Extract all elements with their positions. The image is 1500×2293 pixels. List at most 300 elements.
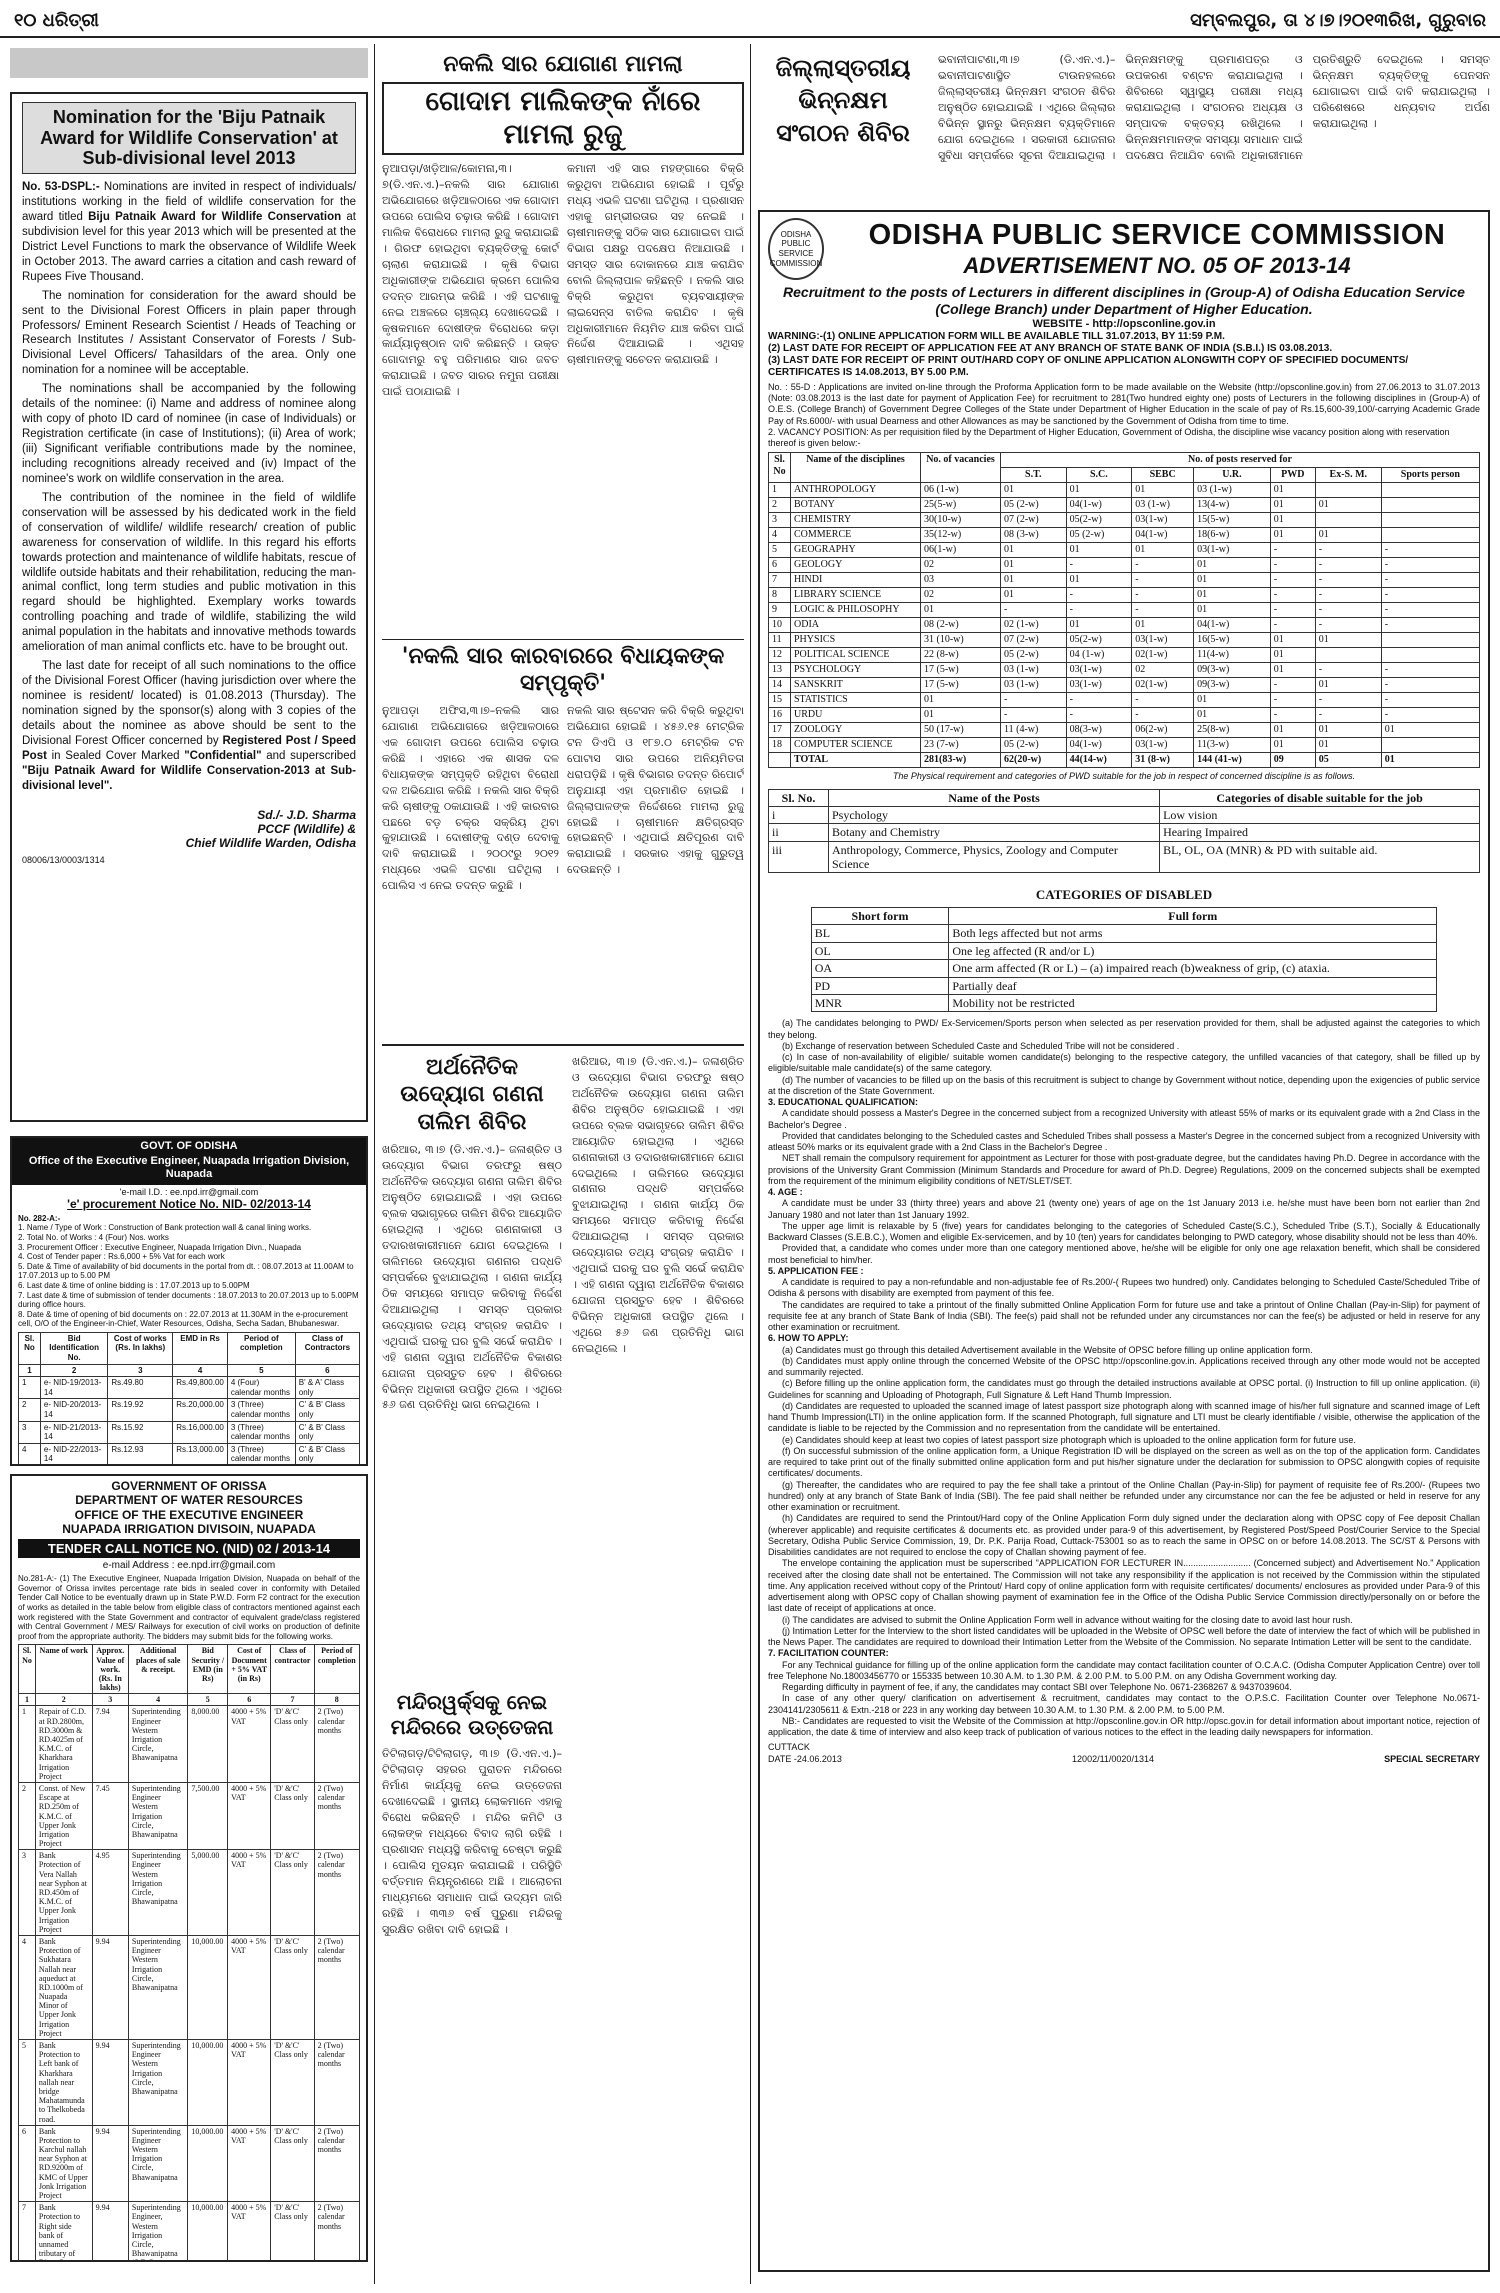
table-cell: 5 [19,2040,36,2126]
table-cell: 11(4-w) [1194,648,1271,663]
table-cell: 7 [769,573,791,588]
eproc-item: 2. Total No. of Works : 4 (Four) Nos. works [18,1232,169,1242]
table-cell: Rs.20,000.00 [173,1399,228,1421]
opsc-section-heading: 6. HOW TO APPLY: [768,1333,849,1344]
table-cell: 4 (Four) calendar months [227,1377,295,1399]
table-cell: 9.94 [92,2125,128,2202]
opsc-section-text: The envelope containing the application must be superscribed "APPLICATION FOR LECTURER IN........................... (Concerned subject) and Advertisement No." Application received after the closing date shall not be entertained. The Commission will not take any responsibility if the application is not received by the Commission within the stipulated time. Any application received without copy of the Printout/ Hard copy of online application form with requisite certificates/ documents/ enclosures as provided under Para-9 of this advertisement along with OPSC copy of Challan showing payment of examination fee in the Office of the Odisha Public Service Commission directly/personally on or before the last date of receipt of applications at once. [768,1558,1480,1614]
tender-table [18,1644,360,2262]
tender-col-number: 4 [128,1694,188,1706]
eproc-items [18,1223,360,1329]
opsc-date: DATE -24.06.2013 [768,1753,842,1764]
table-cell: 30(10-w) [921,513,1001,528]
table-cell [1381,528,1479,543]
table-cell: - [1270,603,1315,618]
eproc-col-number: 2 [40,1364,107,1377]
opsc-section-text: A candidate must be under 33 (thirty three) years and above 21 (twenty one) years of age on the 1st January 2013 i.e. he/she must have been born not earlier than 2nd January 1980 and not later than 1st January 1992. [768,1198,1480,1220]
eproc-item: 8. Date & time of opening of bid documents on : 22.07.2013 at 11.30AM in the e-procurement cell, O/O of the Engineer-in-Chief, Water Resources, Odisha, Secha Sadan, Bhubaneswar. [18,1309,348,1329]
opsc-sections [768,1018,1480,1738]
table-cell: 4000 + 5% VAT [228,2040,271,2126]
eproc-govt: GOVT. OF ODISHA [12,1138,366,1155]
table-cell: - [1315,573,1381,588]
table-cell: - [1132,588,1194,603]
table-cell [1381,483,1479,498]
table-cell: LOGIC & PHILOSOPHY [791,603,921,618]
page-date: ସମ୍ବଲପୁର, ତା ୪।୭।୨୦୧୩ରିଖ, ଗୁରୁବାର [1190,10,1486,31]
table-cell: Mobility not be restricted [949,995,1437,1012]
cat-col-sl: Sl. No. [769,789,829,806]
table-cell: 7.94 [92,1706,128,1783]
table-cell: 01 [921,708,1001,723]
table-cell: 01 [1270,528,1315,543]
col-slno: Sl. No [769,453,791,483]
table-cell: 4000 + 5% VAT [228,1935,271,2039]
table-cell: Partially deaf [949,977,1437,994]
table-cell: 01 [1315,738,1381,753]
cat-col-post: Name of the Posts [829,789,1160,806]
table-row [19,1377,360,1399]
opsc-section-text: Provided that candidates belonging to the Scheduled castes and Scheduled Tribes shall possess a Master's Degree in the concerned subject from a recognized University with atleast 50% marks or its equivalent grade with a 2nd Class in the Bachelor's Degree . [768,1130,1480,1153]
table-cell: 01 [1315,678,1381,693]
table-row [19,1399,360,1421]
table-cell: 01 [1315,498,1381,513]
opsc-intro: No. : 55-D : Applications are invited on-line through the Proforma Application form to be made available on the Website (http://opsconline.gov.in) from 27.06.2013 to 31.07.2013 (Note: 03.08.2013 is the last date for payment of Application Fee) for recruitment to 281(Two hundred eighty one) posts of Lecturers in the following disciplines in (Group-A) of O.E.S. (College Branch) of Government Degree Colleges of the State under Department of Higher Education in the scale of pay of Rs.15,600-39,100/-carrying Academic Grade Pay of Rs.6000/- with usual Dearness and other Allowances as may be sanctioned by the Government of Odisha from time to time. [768,381,1480,426]
table-cell: 01 [1066,573,1132,588]
table-cell: Bank Protection to Right side bank of unnamed tributary of [35,2202,92,2262]
table-cell: 16(5-w) [1194,633,1271,648]
table-cell: e- NID-21/2013-14 [40,1421,107,1443]
news3-headline: ଅର୍ଥନୈତିକ ଉଦ୍ୟୋଗ ଗଣନା ତାଲିମ ଶିବିର [400,1054,544,1135]
table-cell: 50 (17-w) [921,723,1001,738]
table-cell: 5 [769,543,791,558]
table-cell: 01 [1194,558,1271,573]
table-cell: 05(2-w) [1066,633,1132,648]
opsc-warning: WARNING:-(1) ONLINE APPLICATION FORM WILL BE AVAILABLE TILL 31.07.2013, BY 11:59 P.M. [768,330,1225,342]
table-cell: - [1132,603,1194,618]
news2-headline: 'ନକଲି ସାର କାରବାରରେ ବିଧାୟକଙ୍କ ସମ୍ପୃକ୍ତି' [382,639,744,697]
table-cell: 2 [19,1782,36,1849]
opsc-section-heading: 5. APPLICATION FEE : [768,1265,864,1276]
news4-body: ତିଟିଲାଗଡ଼/ଟିଟିଲାଗଡ଼, ୩।୭ (ଡି.ଏନ.ଏ.)–ଟିଟିଲାଗଡ଼ ସହରର ପୁରାତନ ମନ୍ଦିରରେ ନିର୍ମାଣ କାର୍ଯ୍ୟକୁ ନେଇ ଉତ୍ତେଜନା ଦେଖାଦେଇଛି । ସ୍ଥାନୀୟ ଲୋକମାନେ ଏହାକୁ ବିରୋଧ କରିଛନ୍ତି । ମନ୍ଦିର କମିଟି ଓ ଲୋକଙ୍କ ମଧ୍ୟରେ ବିବାଦ ଲାଗି ରହିଛି । ପ୍ରଶାସନ ମଧ୍ୟସ୍ଥି କରିବାକୁ ଚେଷ୍ଟା କରୁଛି । ପୋଲିସ ମୁତୟନ କରାଯାଇଛି । ପରିସ୍ଥିତି ବର୍ତ୍ତମାନ ନିୟନ୍ତ୍ରଣରେ ଅଛି । ଆଲୋଚନା ମାଧ୍ୟମରେ ସମାଧାନ ପାଇଁ ଉଦ୍ୟମ ଜାରି ରହିଛି । ୩୩୬ ବର୍ଷ ପୁରୁଣା ମନ୍ଦିରକୁ ସୁରକ୍ଷିତ ରଖିବା ଦାବି ହୋଇଛି । [382,1747,562,1936]
table-cell: 04(1-w) [1132,528,1194,543]
table-cell: - [1270,588,1315,603]
opsc-section-text: (b) Exchange of reservation between Scheduled Caste and Scheduled Tribe will not be considered . [782,1040,1180,1051]
table-cell: OL [811,942,949,959]
eproc-col-header: EMD in Rs [173,1332,228,1364]
tender-col-header: Cost of Document + 5% VAT (in Rs) [228,1645,271,1694]
eproc-item: 1. Name / Type of Work : Construction of Bank protection wall & canal lining works. [18,1223,312,1233]
table-row [811,925,1437,942]
news1-headline-main: ଗୋଦାମ ମାଲିକଙ୍କ ନାଁରେ ମାମଲା ରୁଜୁ [382,82,744,155]
table-cell: 9.94 [92,2202,128,2262]
table-cell: 8 [769,588,791,603]
table-cell: 15(5-w) [1194,513,1271,528]
table-cell: 4000 + 5% VAT [228,1850,271,1936]
table-cell: Bank Protection to Left bank of Kharkhara nallah near bridge Mahatamunda to Thelkobeda road. [35,2040,92,2126]
table-cell: - [1066,558,1132,573]
col-exsm: Ex-S. M. [1315,468,1381,483]
table-cell: - [1381,573,1479,588]
table-cell: 01 [1001,588,1067,603]
table-cell: 2 [769,498,791,513]
table-cell: 4000 + 5% VAT [228,2125,271,2202]
table-cell: - [1066,588,1132,603]
wildlife-signature: Sd./- J.D. Sharma PCCF (Wildlife) & Chief Wildlife Warden, Odisha [185,807,356,851]
table-cell: 01 [921,693,1001,708]
table-cell: C' & B' Class only [295,1443,359,1465]
table-row [19,2202,360,2262]
news1-body-b: କମାନୀ ଏହି ସାର ମହଙ୍ଗାରେ ବିକ୍ରି କରୁଥିବା ଅଭିଯୋଗ ହୋଇଛି । ପୂର୍ବରୁ ମଧ୍ୟ ଏଭଳି ଘଟଣା ଘଟିଥିଲା । ପ୍ରଶାସନ ଏହାକୁ ଗମ୍ଭୀରତାର ସହ ନେଇଛି । ଚାଷୀମାନଙ୍କୁ ସଠିକ ସାର ଯୋଗାଇବା ପାଇଁ ବିଭାଗ ପକ୍ଷରୁ ପଦକ୍ଷେପ ନିଆଯାଉଛି । ସମସ୍ତ ସାର ଦୋକାନରେ ଯାଞ୍ଚ କରାଯିବ ବୋଲି ଜିଲ୍ଲାପାଳ କହିଛନ୍ତି । ନକଲି ସାର ବିକ୍ରି କରୁଥିବା ବ୍ୟବସାୟୀଙ୍କ ଲାଇସେନ୍ସ ବାତିଲ କରାଯିବ । କୃଷି ଅଧିକାରୀମାନେ ନିୟମିତ ଯାଞ୍ଚ କରିବା ପାଇଁ ନିର୍ଦ୍ଦେଶ ଦିଆଯାଇଛି । ଏଥିସହ ଚାଷୀମାନଙ୍କୁ ସଚେତନ କରାଯାଉଛି । [567,162,744,367]
table-cell: 18 [769,738,791,753]
table-cell: Bank Protection to Karchul nallah near Syphon at RD.9200m of KMC of Upper Jonk Irrigation Project [35,2125,92,2202]
opsc-section-text: (d) Candidates are requested to uploaded the scanned image of latest passport size photograph along with scanned image of his/her full signature and scanned image of Left hand Thumb Impression(LTI) in the online application form. If the scanned Photograph, full signature and LTI must be clearly identifiable / visible, otherwise the application of the candidate is liable to be rejected by the Commission and no representation from the candidate will be entertained. [768,1400,1480,1434]
opsc-section-text: (g) Thereafter, the candidates who are required to pay the fee shall take a printout of the Online Challan (Pay-in-Slip) for payment of requisite fee of Rs.200/- (Rupees two hundred) only at any branch of State Bank of India (SBI). The fee paid shall neither be refunded under any circumstance nor can the fee be adjusted or held in reserve for any other examination or recruitment. [768,1479,1480,1513]
eproc-table [18,1332,360,1466]
table-cell: - [1270,678,1315,693]
eproc-item: 3. Procurement Officer : Executive Engineer, Nuapada Irrigation Divn., Nuapada [18,1242,302,1252]
table-cell: 35(12-w) [921,528,1001,543]
opsc-section-text: (h) Candidates are required to send the Printout/Hard copy of the Online Application Form duly signed under the declaration along with OPSC copy of Fee deposit Challan (wherever applicable) and requisite certificates & documents etc. as provided under para-9 of this advertisement, by Registered Post/Speed Post/Courier Service to the Special Secretary, Odisha Public Service Commission, 19, Dr. P.K. Parija Road, Cuttack-753001 so as to reach the same in OPSC on or before 14.08.2013. The SC/ST & Persons with Disabilities candidates are not required to enclose the copy of Challan showing payment of fee. [768,1513,1480,1558]
eproc-no: No. 282-A:- [18,1213,61,1223]
table-cell: Const. of New Escape at RD.250m of K.M.C. of Upper Jonk Irrigation Project [35,1782,92,1849]
table-row [769,498,1480,513]
news2-body-b: ନକଲି ସାର ଷ୍ଟେସନ କରି ବିକ୍ରି କରୁଥିବା ଅଭିଯୋଗ ହୋଇଛି । ୪୫୬.୧୫ ମେଟ୍ରିକ ଟନ ଡିଏପି ଓ ୧୮୭.୦ ମେଟ୍ରିକ ଟନ ପୋଟାସ ସାର ଉପରେ ଅନିୟମିତତା ଧରାପଡ଼ିଛି । କୃଷି ବିଭାଗର ତଦନ୍ତ ରିପୋର୍ଟ ଅନୁଯାୟୀ ଏହା ପ୍ରମାଣିତ ହୋଇଛି । ଜିଲ୍ଲାପାଳଙ୍କ ନିର୍ଦ୍ଦେଶରେ ମାମଲା ରୁଜୁ ହୋଇଛି । ଚାଷୀମାନେ କ୍ଷତିଗ୍ରସ୍ତ ହୋଇଛନ୍ତି । ଏଥିପାଇଁ କ୍ଷତିପୂରଣ ଦାବି କରାଯାଇଛି । ସରକାର ଏହାକୁ ଗୁରୁତ୍ୱ ଦେଉଛନ୍ତି । [567,703,744,877]
tender-l1: GOVERNMENT OF ORISSA [111,1479,267,1493]
cat-col-category: Categories of disable suitable for the job [1160,789,1480,806]
table-cell: HINDI [791,573,921,588]
table-row [769,806,1480,823]
table-row [811,977,1437,994]
column-rule-2 [750,44,751,2284]
wildlife-para-4: The contribution of the nominee in the field of wildlife conservation will be assessed by his dedicated work in the field of conservation of wildlife/ wildlife research/ creation of public awareness for conservation of wildlife. In this regard his efforts towards protection and maintenance of wildlife habitats, rescue of wildlife outside habitats and their rehabilitation, reducing the man-animal conflict, long term studies and public motivation in this regard should be highlighted. Exemplary works towards controlling poaching and trade of wildlife, stabilizing the wild animal population in the habitats and innovative methods towards amelioration of man animal conflicts etc. have to be brought out. [22,491,356,654]
eproc-item: 7. Last date & time of submission of tender documents : 18.07.2013 to 20.07.2013 up to 5.00PM during office hours. [18,1290,359,1310]
table-cell [1381,513,1479,528]
wildlife-para-1: No. 53-DSPL:- Nominations are invited in respect of individuals/ institutions working in the field of wildlife conservation for the award titled Biju Patnaik Award for Wildlife Conservation at subdivision level for this year 2013 which will be presented at the District Level Functions to mark the observance of Wildlife Week in October 2013. The award carries a citation and cash reward of Rupees Five Thousand. [22,181,357,283]
opsc-section-text: (c) In case of non-availability of eligible/ suitable women candidate(s) belonging to the respective category, the unfilled vacancies of that category, shall be filled up by eligible/suitable male candidate(s) of the same category. [768,1052,1480,1074]
opsc-section-text: (a) Candidates must go through this detailed Advertisement available in the Website of OPSC before filling up online application form. [782,1344,1313,1355]
table-cell: 8,000.00 [188,1706,228,1783]
table-cell: 02 [921,588,1001,603]
col-ur: U.R. [1194,468,1271,483]
opsc-section-text: (d) The number of vacancies to be filled up on the basis of this recruitment is subject to change by Government without notice, depending upon the exigencies of public service at the discretion of the State Government. [768,1074,1480,1096]
table-cell: - [1132,573,1194,588]
table-cell: 01 [1001,558,1067,573]
table-cell: - [1381,603,1479,618]
opsc-section-text: A candidate is required to pay a non-refundable and non-adjustable fee of Rs.200/-( Rupees two hundred) only. Candidates belonging to Scheduled Caste/Scheduled Tribe of Odisha & persons with disability are exempted from payment of this fee. [768,1277,1480,1299]
table-cell: Hearing Impaired [1160,824,1480,841]
table-cell: - [1001,708,1067,723]
table-cell: LIBRARY SCIENCE [791,588,921,603]
table-cell: 3 (Three) calendar months [227,1399,295,1421]
table-cell: 01 [1132,618,1194,633]
table-cell: BL, OL, OA (MNR) & PD with suitable aid. [1160,841,1480,873]
table-cell: Botany and Chemistry [829,824,1160,841]
table-cell: 03(1-w) [1132,513,1194,528]
table-cell: 'D' &'C' Class only [271,1782,314,1849]
opsc-vacancy: 2. VACANCY POSITION: As per requisition filed by the Department of Higher Education, Government of Odisha, the discipline wise vacancy position along with reservation thereof is given below:- [768,426,1450,449]
table-cell: - [1381,558,1479,573]
opsc-section-text: Provided that, a candidate who comes under more than one category mentioned above, he/she will be eligible for only one age relaxation benefit, which shall be considered most beneficial to him/her. [768,1243,1480,1265]
table-cell: 10,000.00 [188,1935,228,2039]
table-cell: COMPUTER SCIENCE [791,738,921,753]
opsc-section-text: In case of any other query/ clarification on advertisement & recruitment, candidates may contact to the O.P.S.C. Facilitation Counter over Telephone No.0671-2304141/2305611 & Extn.-218 or 223 in any working day between 10.30 A.M. to 1.30 P.M. & 2.00 P.M. to 5.00 P.M. [768,1693,1480,1715]
table-cell: 15 [769,693,791,708]
table-cell: 11 (4-w) [1001,723,1067,738]
wildlife-award-notice [10,92,368,1122]
table-row [769,528,1480,543]
table-cell [1381,648,1479,663]
table-row [769,738,1480,753]
table-cell: PSYCHOLOGY [791,663,921,678]
news3-body: ଖରିଆର, ୩।୭ (ଡି.ଏନ.ଏ.)– ଜଳାଶ୍ରିତ ଓ ଉଦ୍ୟୋଗ ବିଭାଗ ତରଫରୁ ଷଷ୍ଠ ଅର୍ଥନୈତିକ ଉଦ୍ୟୋଗ ଗଣନା ତାଲିମ ଶିବିର ଅନୁଷ୍ଠିତ ହୋଇଯାଇଛି । ଏହା ଉପରେ ବ୍ଲକ ସଭାଗୃହରେ ତାଲିମ ଶିବିର ଆୟୋଜିତ ହୋଇଥିଲା । ଏଥିରେ ଗଣନାକାରୀ ଓ ତଦାରଖକାରୀମାନେ ଯୋଗ ଦେଇଥିଲେ । ତାଲିମରେ ଉଦ୍ୟୋଗ ଗଣନାର ପଦ୍ଧତି ସମ୍ପର୍କରେ ବୁଝାଯାଇଥିଲା । ଗଣନା କାର୍ଯ୍ୟ ଠିକ ସମୟରେ ସମାପ୍ତ କରିବାକୁ ନିର୍ଦ୍ଦେଶ ଦିଆଯାଇଥିଲା । ସମସ୍ତ ପ୍ରକାର ଉଦ୍ୟୋଗର ତଥ୍ୟ ସଂଗ୍ରହ କରାଯିବ । ଏଥିପାଇଁ ଘରକୁ ଘର ବୁଲି ସର୍ଭେ କରାଯିବ । ଏହି ଗଣନା ଦ୍ୱାରା ଅର୍ଥନୈତିକ ବିକାଶର ଯୋଜନା ପ୍ରସ୍ତୁତ ହେବ । ଶିବିରରେ ବିଭିନ୍ନ ଅଧିକାରୀ ଉପସ୍ଥିତ ଥିଲେ । ଏଥିରେ ୫୬ ଜଣ ପ୍ରତିନିଧି ଭାଗ ନେଇଥିଲେ । [382,1143,562,1412]
opsc-section-heading: 4. AGE : [768,1187,803,1198]
col-sports: Sports person [1381,468,1479,483]
gray-band [10,48,368,78]
table-cell: - [1270,573,1315,588]
table-cell: 9 [769,603,791,618]
opsc-recruitment: Recruitment to the posts of Lecturers in different disciplines in (Group-A) of Odisha Education Service (College Branch) under Department of Higher Education. [783,284,1465,317]
table-cell: 4 [769,528,791,543]
table-cell: BL [811,925,949,942]
table-cell: PHYSICS [791,633,921,648]
table-cell: 'D' &'C' Class only [271,1850,314,1936]
opsc-website: WEBSITE - http://opsconline.gov.in [1032,317,1216,330]
table-cell: MNR [811,995,949,1012]
opsc-section-text: The candidates are required to take a printout of the finally submitted Online Application Form for future use and take a printout of Online Challan (Pay-in-Slip) for payment of requisite fee at any branch of State Bank of India (SBI). The fee(s) paid shall not be refunded under any circumstances nor can the fee(s) be adjusted or held in reserve for any other examination or recruitment. [768,1299,1480,1333]
table-row [19,2040,360,2126]
table-cell: 09 [1270,753,1315,768]
table-cell: OA [811,960,949,977]
table-cell: 25(8-w) [1194,723,1271,738]
tender-col-number: 5 [188,1694,228,1706]
table-cell: 12 [769,648,791,663]
table-cell: 01 [1270,663,1315,678]
table-cell: 03(1-w) [1194,543,1271,558]
eproc-col-number: 4 [173,1364,228,1377]
table-row [769,618,1480,633]
table-cell: 01 [1270,738,1315,753]
table-cell: 01 [1194,588,1271,603]
table-cell: TOTAL [791,753,921,768]
tender-col-number: 8 [314,1694,359,1706]
wildlife-para-2: The nomination for consideration for the award should be sent to the Divisional Forest Officers in plain paper through Professors/ Eminent Research Scientist / Heads of Teaching or Research Institutes / Assistant Conservator of Forests / Sub-Divisional Level Officers/ Tahasildars of the area. Only one nomination for a nominee will be acceptable. [22,289,356,377]
table-cell: - [1315,663,1381,678]
page-header [0,0,1500,38]
table-row [769,693,1480,708]
table-cell: - [1381,708,1479,723]
table-cell: 02(1-w) [1132,648,1194,663]
table-row [769,543,1480,558]
table-row [769,841,1480,873]
table-cell: 08 (2-w) [921,618,1001,633]
table-cell: Bank Protection of Vera Nallah near Syphon at RD.450m of K.M.C. of Upper Jonk Irrigation Project [35,1850,92,1936]
table-cell: 01 [1066,483,1132,498]
table-cell: 01 [1315,723,1381,738]
tender-col-header: Additional places of sale & receipt. [128,1645,188,1694]
opsc-section-heading: 7. FACILITATION COUNTER: [768,1648,889,1659]
page-number: ୧୦ ଧରିତ୍ରୀ [14,10,99,31]
news3-body-cont: ଖରିଆର, ୩।୭ (ଡି.ଏନ.ଏ.)– ଜଳାଶ୍ରିତ ଓ ଉଦ୍ୟୋଗ ବିଭାଗ ତରଫରୁ ଷଷ୍ଠ ଅର୍ଥନୈତିକ ଉଦ୍ୟୋଗ ଗଣନା ତାଲିମ ଶିବିର ଅନୁଷ୍ଠିତ ହୋଇଯାଇଛି । ଏହା ଉପରେ ବ୍ଲକ ସଭାଗୃହରେ ତାଲିମ ଶିବିର ଆୟୋଜିତ ହୋଇଥିଲା । ଏଥିରେ ଗଣନାକାରୀ ଓ ତଦାରଖକାରୀମାନେ ଯୋଗ ଦେଇଥିଲେ । ତାଲିମରେ ଉଦ୍ୟୋଗ ଗଣନାର ପଦ୍ଧତି ସମ୍ପର୍କରେ ବୁଝାଯାଇଥିଲା । ଗଣନା କାର୍ଯ୍ୟ ଠିକ ସମୟରେ ସମାପ୍ତ କରିବାକୁ ନିର୍ଦ୍ଦେଶ ଦିଆଯାଇଥିଲା । ସମସ୍ତ ପ୍ରକାର ଉଦ୍ୟୋଗର ତଥ୍ୟ ସଂଗ୍ରହ କରାଯିବ । ଏଥିପାଇଁ ଘରକୁ ଘର ବୁଲି ସର୍ଭେ କରାଯିବ । ଏହି ଗଣନା ଦ୍ୱାରା ଅର୍ଥନୈତିକ ବିକାଶର ଯୋଜନା ପ୍ରସ୍ତୁତ ହେବ । ଶିବିରରେ ବିଭିନ୍ନ ଅଧିକାରୀ ଉପସ୍ଥିତ ଥିଲେ । ଏଥିରେ ୫୬ ଜଣ ପ୍ରତିନିଧି ଭାଗ ନେଇଥିଲେ । [572,1054,744,1355]
opsc-section-text: (j) Intimation Letter for the Interview to the short listed candidates will be uploaded in the Website of OPSC well before the date of interview the fact of which will be published in the News Paper. The candidates are required to download their Intimation Letter from the Website of the Commission. No separate Intimation Letter will be sent to the candidate. [768,1625,1480,1648]
table-cell: 01 [1194,573,1271,588]
tender-col-header: Sl. No [19,1645,36,1694]
table-cell: COMMERCE [791,528,921,543]
table-cell [1315,648,1381,663]
left-column [10,48,368,2262]
table-cell: Rs.19.92 [108,1399,173,1421]
table-cell: 9.94 [92,2040,128,2126]
table-cell: e- NID-22/2013-14 [40,1443,107,1465]
table-cell: 3 [19,1421,41,1443]
table-cell: - [1315,543,1381,558]
tender-col-number: 7 [271,1694,314,1706]
eproc-col-number: 5 [227,1364,295,1377]
table-cell: 02 [1132,663,1194,678]
table-cell: 01 [1194,603,1271,618]
opsc-advertisement [758,210,1490,2272]
opsc-ref: 12002/11/0020/1314 [1072,1753,1154,1764]
table-cell: URDU [791,708,921,723]
table-cell: 1 [769,483,791,498]
opsc-category-table [768,789,1480,874]
col-reserved: No. of posts reserved for [1001,453,1480,468]
table-cell: Low vision [1160,806,1480,823]
table-cell: 03 (1-w) [1001,663,1067,678]
wildlife-ref: 08006/13/0003/1314 [22,854,105,865]
table-cell: POLITICAL SCIENCE [791,648,921,663]
table-cell: 'D' &'C' Class only [271,1935,314,2039]
table-cell: ZOOLOGY [791,723,921,738]
col-sc: S.C. [1066,468,1132,483]
table-cell: Superintending Engineer Western Irrigation Circle, Bhawanipatna [128,2040,188,2126]
table-row [769,723,1480,738]
table-cell: 144 (41-w) [1194,753,1271,768]
opsc-disabled-table [811,907,1438,1012]
table-cell: 01 [1270,513,1315,528]
table-cell: 17 (5-w) [921,678,1001,693]
table-cell: 04(1-w) [1066,498,1132,513]
table-cell: 03 [921,573,1001,588]
tender-col-number: 2 [35,1694,92,1706]
table-cell: 02 [921,558,1001,573]
table-cell: BOTANY [791,498,921,513]
table-cell: 7,500.00 [188,1782,228,1849]
table-cell: 01 [1001,483,1067,498]
tender-title: TENDER CALL NOTICE NO. (NID) 02 / 2013-14 [18,1539,360,1559]
tender-col-number: 6 [228,1694,271,1706]
table-cell: 05 (2-w) [1001,738,1067,753]
table-cell: - [1001,603,1067,618]
tender-col-header: Bid Security / EMD (in Rs) [188,1645,228,1694]
table-cell: 06 (1-w) [921,483,1001,498]
table-cell: PD [811,977,949,994]
news5-body: ଭବାନୀପାଟଣା,୩।୭ (ଡି.ଏନ.ଏ.)–ଭବାନୀପାଟଣାସ୍ଥିତ ଟାଉନହଲରେ ଜିଲ୍ଲାସ୍ତରୀୟ ଭିନ୍ନକ୍ଷମ ସଂଗଠନ ଶିବିର ଅନୁଷ୍ଠିତ ହୋଇଯାଇଛି । ଏଥିରେ ଜିଲ୍ଲାର ବିଭିନ୍ନ ସ୍ଥାନରୁ ଭିନ୍ନକ୍ଷମ ବ୍ୟକ୍ତିମାନେ ଯୋଗ ଦେଇଥିଲେ । ସରକାରୀ ଯୋଜନାର ସୁବିଧା ସମ୍ପର୍କରେ ସୂଚନା ଦିଆଯାଇଥିଲା । ଭିନ୍ନକ୍ଷମଙ୍କୁ ପ୍ରମାଣପତ୍ର ଓ ଉପକରଣ ବଣ୍ଟନ କରାଯାଇଥିଲା । ଶିବିରରେ ସ୍ୱାସ୍ଥ୍ୟ ପରୀକ୍ଷା ମଧ୍ୟ କରାଯାଇଥିଲା । ସଂଗଠନର ଅଧ୍ୟକ୍ଷ ଓ ସମ୍ପାଦକ ବକ୍ତବ୍ୟ ରଖିଥିଲେ । ଭିନ୍ନକ୍ଷମମାନଙ୍କ ସମସ୍ୟା ସମାଧାନ ପାଇଁ ପଦକ୍ଷେପ ନିଆଯିବ ବୋଲି ଅଧିକାରୀମାନେ ପ୍ରତିଶ୍ରୁତି ଦେଇଥିଲେ । ସମସ୍ତ ଭିନ୍ନକ୍ଷମ ବ୍ୟକ୍ତିଙ୍କୁ ପେନସନ ଯୋଗାଇବା ପାଇଁ ଦାବି କରାଯାଇଥିଲା । ପରିଶେଷରେ ଧନ୍ୟବାଦ ଅର୍ପଣ କରାଯାଇଥିଲା । [938,53,1490,162]
table-cell: Superintending Engineer Western Irrigation Circle, Bhawanipatna [128,2125,188,2202]
table-cell: - [1381,543,1479,558]
table-cell: 03(1-w) [1066,663,1132,678]
table-cell: Superintending Engineer Western Irrigation Circle, Bhawanipatna [128,1850,188,1936]
table-cell: 1 [19,1377,41,1399]
table-cell: - [1315,618,1381,633]
opsc-dis-title: CATEGORIES OF DISABLED [1035,887,1213,903]
news2-body-a: ନୁଆପଡ଼ା ଅଫିସ,୩।୭–ନକଲି ସାର ଯୋଗାଣ ଅଭିଯୋଗରେ ଖଡ଼ିଆଳଠାରେ ଏକ ଗୋଦାମ ଉପରେ ପୋଲିସ ଚଢ଼ାଉ କରିଛି । ଏହାରେ ଏକ ଶାସକ ଦଳ ବିଧାୟକଙ୍କ ସମ୍ପୃକ୍ତି ରହିଥିବା ବିରୋଧୀ ଦଳ ଅଭିଯୋଗ କରିଛି । ନକଲି ସାର ବିକ୍ରି କରି ଚାଷୀଙ୍କୁ ଠକାଯାଉଛି । ଏହି କାରବାର ପଛରେ ବଡ଼ ଚକ୍ର ସକ୍ରିୟ ଥିବା କୁହାଯାଉଛି । ଦୋଷୀଙ୍କୁ ଦଣ୍ଡ ଦେବାକୁ ଦାବି କରାଯାଇଛି । ୨୦୦୯ରୁ ୨୦୧୨ ମଧ୍ୟରେ ଏଭଳି ଘଟଣା ଘଟିଥିଲା । ପୋଲିସ ଏ ନେଇ ତଦନ୍ତ କରୁଛି । [382,703,559,893]
table-cell: 03(1-w) [1132,633,1194,648]
table-cell: CHEMISTRY [791,513,921,528]
table-cell: 2 (Two) calendar months [314,2202,359,2262]
table-row [19,1850,360,1936]
opsc-section-text: NET shall remain the compulsory requirement for appointment as Lecturer for those with post-graduate degree, but the candidates having Ph.D. Degree in accordance with the provisions of the University Grant Commission (Minimum Standards and Procedure for award of Ph.D. Degree) Regulations, 2009 on the concerned subjects shall be exempted from the requirement of the minimum eligibility conditions of NET/SLET/SET. [768,1153,1480,1186]
table-cell: 02 (1-w) [1001,618,1067,633]
table-cell [1381,738,1479,753]
table-cell [769,753,791,768]
table-cell: 01 [1132,543,1194,558]
opsc-title: ODISHA PUBLIC SERVICE COMMISSION [868,219,1446,252]
table-cell: 01 [1132,483,1194,498]
table-cell: 08 (3-w) [1001,528,1067,543]
opsc-section-text: The upper age limit is relaxable by 5 (five) years for candidates belonging to the categories of Scheduled Caste(S.C.), Scheduled Tribe (S.T.), Socially & Educationally Backward Classes (S.E.B.C.), Women and eligible Ex-servicemen, and by 10 (ten) years for candidates belonging to PWD category, whose disability should not be less than 40%. [768,1220,1480,1243]
table-row [19,1782,360,1849]
table-cell: 04 (1-w) [1066,648,1132,663]
table-cell: 18(6-w) [1194,528,1271,543]
tender-l4: NUAPADA IRRIGATION DIVISOIN, NUAPADA [62,1522,316,1537]
table-cell: - [1270,558,1315,573]
table-cell: 3 [769,513,791,528]
table-cell: 4000 + 5% VAT [228,1706,271,1783]
tender-col-header: Class of contractor [271,1645,314,1694]
opsc-section-text: (b) Candidates must apply online through the concerned Website of the OPSC http://opsconline.gov.in. Applications received through any other mode would not be accepted and summarily rejected. [768,1355,1480,1378]
eproc-col-header: Class of Contractors [295,1332,359,1364]
table-cell: C' & B' Class only [295,1421,359,1443]
table-cell: 01 [1270,648,1315,663]
table-cell: One arm affected (R or L) – (a) impaired reach (b)weakness of grip, (c) ataxia. [949,960,1437,977]
right-column [758,52,1490,2272]
table-cell: Bank Protection of Sukhatara Nallah near aqueduct at RD.1000m of Nuapada Minor of Upper Jonk Irrigation Project [35,1935,92,2039]
news1-body-a: ନୁଆପଡ଼ା/ଖଡ଼ିଆଳ/କୋମନା,୩।୭(ଡି.ଏନ.ଏ.)–ନକଲି ସାର ଯୋଗାଣ ଅଭିଯୋଗରେ ଖଡ଼ିଆଳଠାରେ ଏକ ଗୋଦାମ ଉପରେ ପୋଲିସ ଚଢ଼ାଉ କରିଛି । ଗୋଦାମ ମାଲିକ ବିରୋଧରେ ମାମଲା ରୁଜୁ କରାଯାଇଛି । ଗିରଫ ହୋଇଥିବା ବ୍ୟକ୍ତିଙ୍କୁ କୋର୍ଟ ଚାଲାଣ କରାଯାଇଛି । କୃଷି ବିଭାଗ ଅଧିକାରୀଙ୍କ ଅଭିଯୋଗ କ୍ରମେ ପୋଲିସ ତଦନ୍ତ ଆରମ୍ଭ କରିଛି । ଏହି ଘଟଣାକୁ ନେଇ ଅଞ୍ଚଳରେ ଚାଞ୍ଚଲ୍ୟ ଦେଖାଦେଇଛି । କୃଷକମାନେ ଦୋଷୀଙ୍କ ବିରୋଧରେ କଡ଼ା କାର୍ଯ୍ୟାନୁଷ୍ଠାନ ଦାବି କରିଛନ୍ତି । ଉକ୍ତ ଗୋଦାମରୁ ବହୁ ପରିମାଣର ସାର ଜବତ କରାଯାଇଛି । ଜବତ ସାରର ନମୁନା ପରୀକ୍ଷା ପାଇଁ ପଠାଯାଇଛି । [382,162,559,399]
table-cell: - [1001,693,1067,708]
table-cell: 'D' &'C' Class only [271,2125,314,2202]
table-cell: 281(83-w) [921,753,1001,768]
table-cell: 03(1-w) [1066,678,1132,693]
table-row [19,2125,360,2202]
table-cell: 01 [1001,573,1067,588]
table-cell: One leg affected (R and/or L) [949,942,1437,959]
table-cell [1315,483,1381,498]
table-cell: 09(3-w) [1194,663,1271,678]
opsc-seal-icon: ODISHA PUBLIC SERVICE COMMISSION [768,218,824,280]
table-row [769,513,1480,528]
table-cell [1315,513,1381,528]
table-cell: - [1315,558,1381,573]
table-cell: Superintending Engineer Western Irrigation Circle, Bhawanipatna [128,1706,188,1783]
table-cell: Anthropology, Commerce, Physics, Zoology and Computer Science [829,841,1160,873]
table-row [769,573,1480,588]
table-cell: 6 [19,2125,36,2202]
tender-l2: DEPARTMENT OF WATER RESOURCES [75,1493,303,1508]
tender-intro: No.281-A:- (1) The Executive Engineer, Nuapada Irrigation Division, Nuapada on behalf of the Governor of Orissa invites percentage rate bids in sealed cover in conformity with Detailed Tender Call Notice to be eventually drawn up in State P.W.D. Form F2 contract for the execution of works as detailed in the table below from eligible class of contractors mentioned against each work registered with the State Government and contractor of equivalent grade/class registered with Central Government / MES/ Railways for execution of civil works on production of definite proof from the appropriate authority. The bidders may submit bids for the following works. [18,1574,360,1641]
table-cell: 01 [1194,708,1271,723]
table-cell: - [1315,708,1381,723]
table-cell: iii [769,841,829,873]
tender-email: e-mail Address : ee.npd.irr@gmail.com [102,1560,276,1572]
table-cell: 17 [769,723,791,738]
table-cell: 2 (Two) calendar months [314,1935,359,2039]
table-cell: 5,000.00 [188,1850,228,1936]
table-row [769,824,1480,841]
table-cell: Rs.15.92 [108,1421,173,1443]
column-rule-1 [374,44,375,2284]
eproc-col-number: 3 [108,1364,173,1377]
table-cell: 03 (1-w) [1001,678,1067,693]
